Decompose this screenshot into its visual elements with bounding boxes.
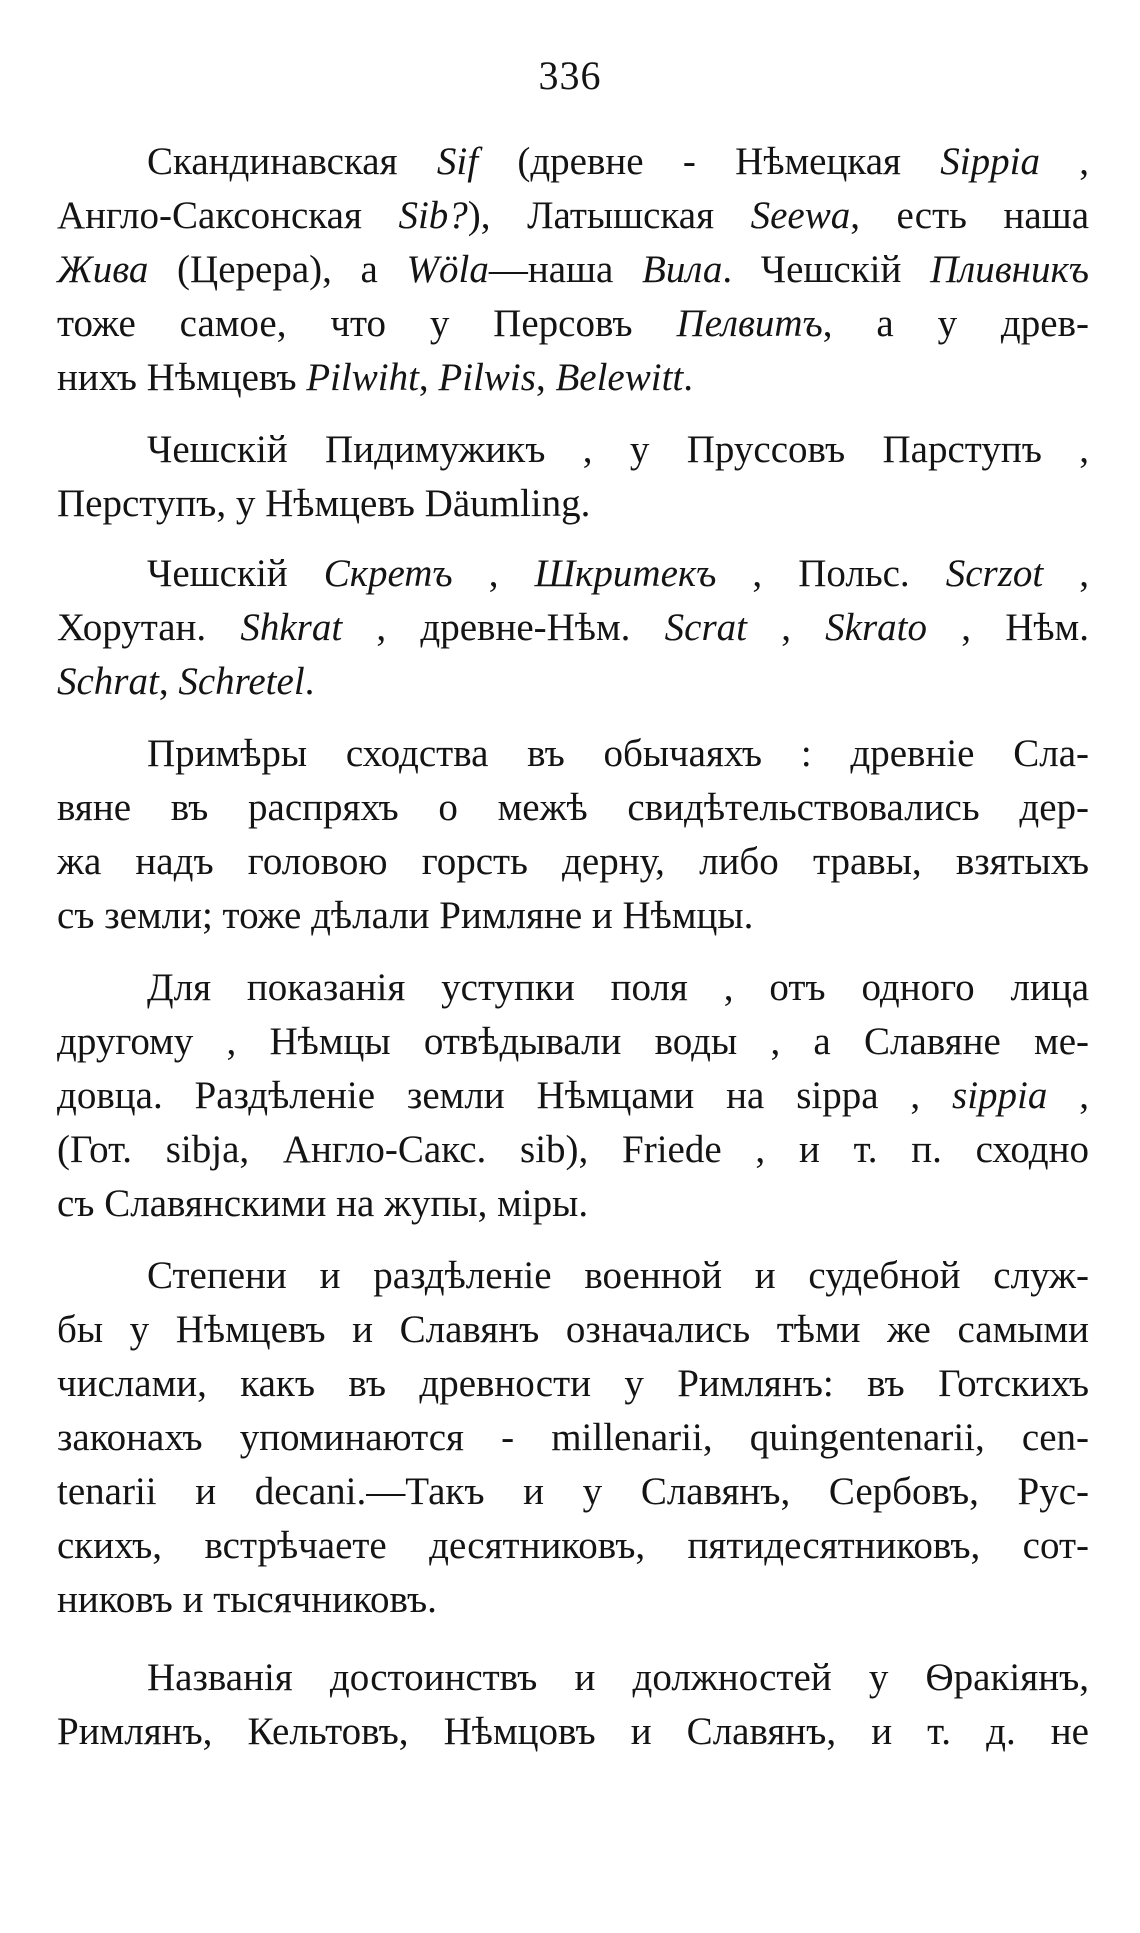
text-line — [57, 1411, 1089, 1465]
text-segment: . — [683, 356, 694, 399]
text-segment: Названія достоинствъ и должностей у Ѳракіянъ, — [147, 1656, 1089, 1699]
paragraph-gap — [57, 709, 1089, 727]
text-line — [57, 1123, 1089, 1177]
text-segment: —наша — [488, 248, 643, 291]
text-segment: нихъ Нѣмцевъ — [57, 356, 307, 399]
text-segment: , Нѣм. — [927, 606, 1089, 649]
italic-term: Belewitt — [555, 356, 684, 399]
text-line — [57, 1249, 1089, 1303]
text-line — [57, 1651, 1089, 1705]
paragraph — [57, 961, 1089, 1231]
text-segment: законахъ упоминаются - millenarii, quingentenarii, cen- — [57, 1416, 1089, 1459]
italic-term: Shkrat — [240, 606, 343, 649]
italic-term: sippia — [952, 1074, 1048, 1117]
text-line — [57, 1705, 1089, 1759]
text-segment: (Церера), а — [148, 248, 407, 291]
text-line — [57, 1519, 1089, 1573]
italic-term: Scrat — [664, 606, 747, 649]
paragraph — [57, 547, 1089, 709]
text-segment: , есть наша — [850, 194, 1089, 237]
text-segment: , — [746, 606, 826, 649]
text-segment: , — [1039, 140, 1090, 183]
italic-term: Sif — [436, 140, 479, 183]
paragraph — [57, 135, 1089, 405]
italic-term: Wöla — [406, 248, 489, 291]
text-segment: Степени и раздѣленіе военной и судебной служ- — [147, 1254, 1089, 1297]
text-line — [57, 477, 1089, 531]
text-line — [57, 297, 1089, 351]
text-segment: скихъ, встрѣчаете десятниковъ, пятидесятниковъ, сот- — [57, 1524, 1089, 1567]
text-line — [57, 1465, 1089, 1519]
text-segment: жа надъ головою горсть дерну, либо травы, взятыхъ — [57, 840, 1089, 883]
text-segment: , — [1047, 1074, 1089, 1117]
text-segment: , а у древ- — [822, 302, 1089, 345]
text-segment: Чешскій — [147, 552, 324, 595]
italic-term: Pilwis — [438, 356, 536, 399]
text-line — [57, 655, 1089, 709]
text-segment: , Польс. — [716, 552, 946, 595]
text-segment: вяне въ распряхъ о межѣ свидѣтельствовались дер- — [57, 786, 1089, 829]
text-segment: Римлянъ, Кельтовъ, Нѣмцовъ и Славянъ, и т. д. не — [57, 1710, 1089, 1753]
page-number: 336 — [538, 53, 602, 98]
text-line — [57, 889, 1089, 943]
paragraph — [57, 1651, 1089, 1759]
italic-term: Sib? — [398, 194, 468, 237]
text-line — [57, 1177, 1089, 1231]
text-line — [57, 1069, 1089, 1123]
text-segment: съ Славянскими на жупы, міры. — [57, 1182, 589, 1225]
italic-term: Пелвитъ — [676, 302, 823, 345]
text-line — [57, 1015, 1089, 1069]
text-segment: никовъ и тысячниковъ. — [57, 1578, 437, 1621]
text-line — [57, 835, 1089, 889]
text-segment: , — [452, 552, 535, 595]
text-segment: , — [535, 356, 556, 399]
text-line — [57, 423, 1089, 477]
text-line — [57, 961, 1089, 1015]
text-line — [57, 351, 1089, 405]
text-segment: . Чешскій — [722, 248, 931, 291]
text-segment: тоже самое, что у Персовъ — [57, 302, 677, 345]
text-segment: съ земли; тоже дѣлали Римляне и Нѣмцы. — [57, 894, 754, 937]
text-line — [57, 547, 1089, 601]
text-line — [57, 781, 1089, 835]
body-text — [57, 135, 1089, 1759]
paragraph-gap — [57, 1627, 1089, 1651]
text-line — [57, 601, 1089, 655]
paragraph — [57, 1249, 1089, 1627]
text-segment: Скандинавская — [147, 140, 437, 183]
text-segment: tenarii и decani.—Такъ и у Славянъ, Сербовъ, Рус- — [57, 1470, 1089, 1513]
text-segment: , — [158, 660, 179, 703]
text-segment: другому , Нѣмцы отвѣдывали воды , а Славяне ме- — [57, 1020, 1089, 1063]
paragraph — [57, 727, 1089, 943]
text-segment: . — [304, 660, 315, 703]
paragraph-gap — [57, 405, 1089, 423]
text-line — [57, 1357, 1089, 1411]
italic-term: Pilwiht — [306, 356, 419, 399]
paragraph-gap — [57, 1231, 1089, 1249]
italic-term: Вила — [642, 248, 723, 291]
text-segment: , — [418, 356, 439, 399]
text-segment: Перступъ, у Нѣмцевъ Däumling. — [57, 482, 591, 525]
text-segment: , — [1043, 552, 1090, 595]
italic-term: Sippia — [940, 140, 1040, 183]
text-segment: Чешскій Пидимужикъ , у Пруссовъ Парступъ , — [147, 428, 1089, 471]
italic-term: Жива — [57, 248, 149, 291]
paragraph-gap — [57, 531, 1089, 547]
text-segment: числами, какъ въ древности у Римлянъ: въ Готскихъ — [57, 1362, 1089, 1405]
text-line — [57, 727, 1089, 781]
text-segment: Хорутан. — [57, 606, 241, 649]
text-segment: Примѣры сходства въ обычаяхъ : древніе Сла- — [147, 732, 1089, 775]
paragraph — [57, 423, 1089, 531]
text-segment: (Гот. sibja, Англо-Сакс. sib), Friede , и т. п. сходно — [57, 1128, 1089, 1171]
text-line — [57, 1303, 1089, 1357]
text-segment: , древне-Нѣм. — [342, 606, 665, 649]
italic-term: Пливникъ — [930, 248, 1089, 291]
text-segment: ), Латышская — [467, 194, 751, 237]
italic-term: Scrzot — [945, 552, 1044, 595]
italic-term: Шкритекъ — [534, 552, 717, 595]
text-segment: бы у Нѣмцевъ и Славянъ означались тѣми же самыми — [57, 1308, 1089, 1351]
text-line — [57, 243, 1089, 297]
text-line — [57, 189, 1089, 243]
italic-term: Скретъ — [323, 552, 453, 595]
italic-term: Seewa — [750, 194, 851, 237]
text-line — [57, 1573, 1089, 1627]
italic-term: Skrato — [825, 606, 927, 649]
paragraph-gap — [57, 943, 1089, 961]
text-segment: довца. Раздѣленіе земли Нѣмцами на sippa , — [57, 1074, 953, 1117]
text-segment: (древне - Нѣмецкая — [478, 140, 941, 183]
text-line — [57, 135, 1089, 189]
italic-term: Schretel — [178, 660, 305, 703]
italic-term: Schrat — [57, 660, 159, 703]
text-segment: Для показанія уступки поля , отъ одного лица — [147, 966, 1089, 1009]
text-segment: Англо-Саксонская — [57, 194, 399, 237]
